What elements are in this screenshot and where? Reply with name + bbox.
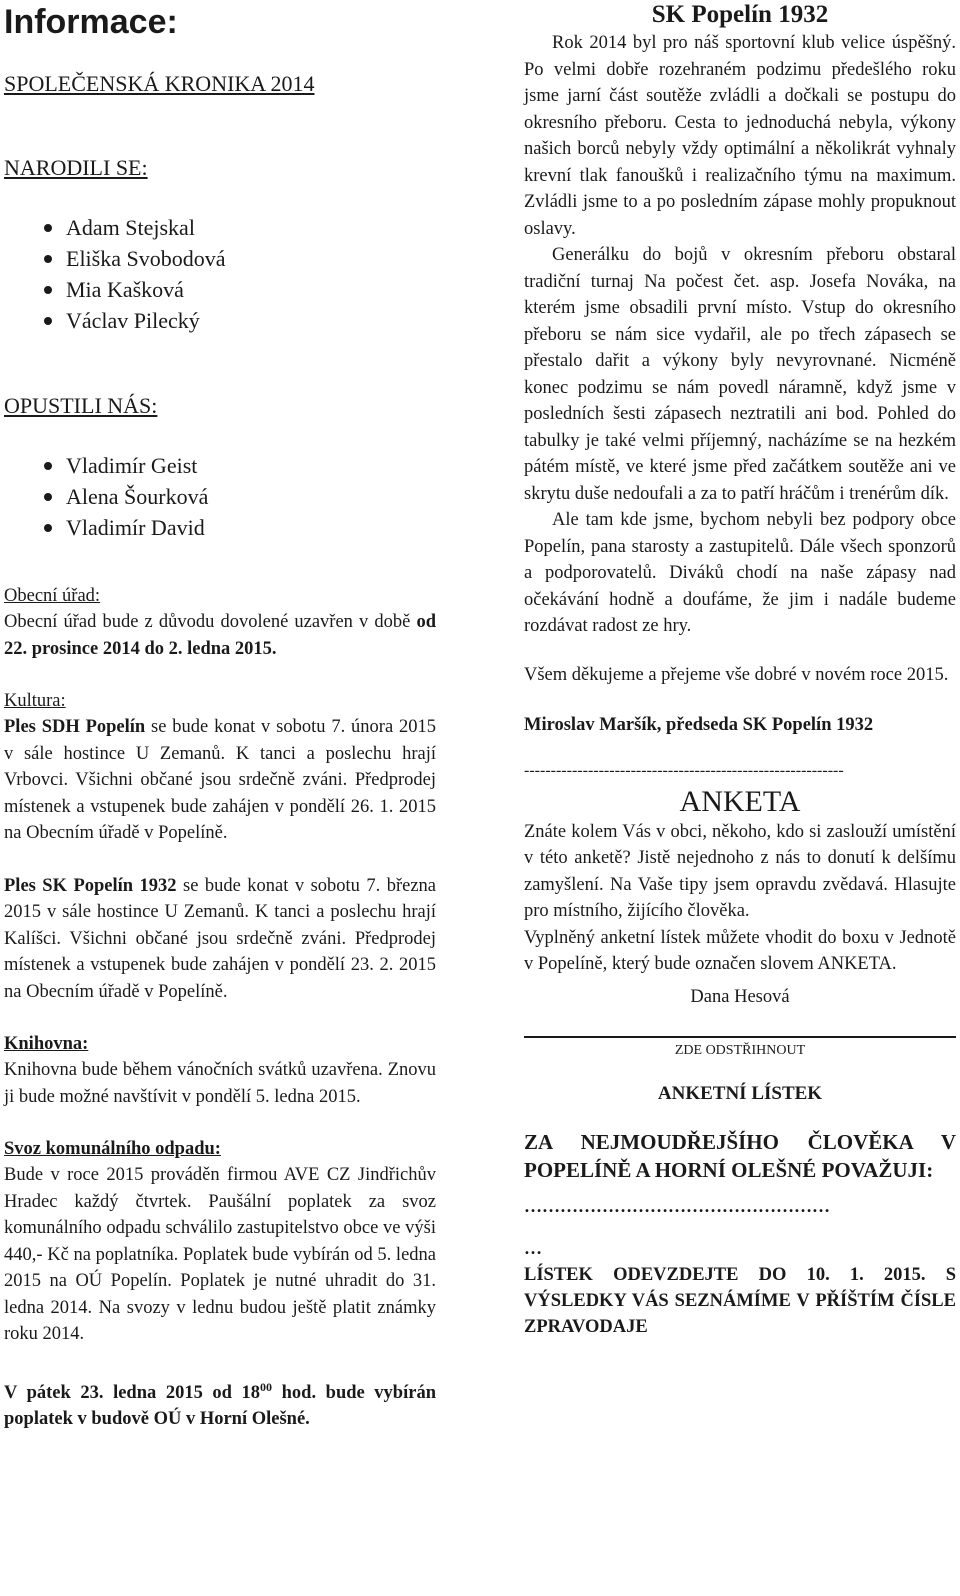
listek-question: ZA NEJMOUDŘEJŠÍHO ČLOVĚKA V POPELÍNĚ A HORNÍ OLEŠNÉ POVAŽUJI:	[524, 1129, 956, 1182]
sk-paragraph-1: Rok 2014 byl pro náš sportovní klub velice úspěšný. Po velmi dobře rozehraném podzimu předešlého roku jsme jarní část soutěže zvládli a dočkali se postupu do okresního přeboru. Cesta to jednoduchá nebyla, výkony našich borců nebyly vždy optimální a několikrát vyhnaly krevní tlak fanoušků i realizačního týmu na maximum. Zvládli jsme to a po posledním zápase mohly propuknout oslavy.	[524, 33, 956, 239]
anketa-paragraph-2: Vyplněný anketní lístek můžete vhodit do boxu v Jednotě v Popelíně, který bude označen slovem ANKETA.	[524, 927, 956, 974]
answer-dots-line-2: …	[524, 1237, 542, 1258]
list-item: Adam Stejskal	[44, 212, 436, 243]
ples-sdh-title: Ples SDH Popelín	[4, 717, 146, 737]
knihovna-text: Knihovna bude během vánočních svátků uzavřena. Znovu ji bude možné navštívit v pondělí 5. ledna 2015.	[4, 1060, 436, 1107]
ples-sk-title: Ples SK Popelín 1932	[4, 875, 177, 896]
anketa-heading: ANKETA	[679, 784, 801, 818]
listek-heading: ANKETNÍ LÍSTEK	[657, 1082, 823, 1104]
sk-heading: SK Popelín 1932	[651, 1, 829, 28]
cut-label: ZDE ODSTŘIHNOUT	[674, 1042, 806, 1058]
list-item: Alena Šourková	[44, 481, 436, 512]
listek-footer: LÍSTEK ODEVZDEJTE DO 10. 1. 2015. S VÝSLEDKY VÁS SEZNÁMÍME V PŘÍŠTÍM ČÍSLE ZPRAVODAJE	[524, 1264, 956, 1337]
urad-text	[4, 609, 436, 662]
opustili-list	[4, 450, 436, 543]
page-title: Informace:	[4, 3, 178, 41]
separator-dashes: ------------------------------------------------------------	[524, 761, 844, 779]
kultura-heading: Kultura:	[4, 691, 66, 711]
list-item: Vladimír David	[44, 512, 436, 543]
sk-signature: Miroslav Maršík, předseda SK Popelín 1932	[524, 715, 874, 735]
urad-dates: od 22. prosince 2014 do 2. ledna 2015.	[4, 612, 436, 659]
list-item: Václav Pilecký	[44, 305, 436, 336]
odpad-text: Bude v roce 2015 prováděn firmou AVE CZ Jindřichův Hradec každý čtvrtek. Paušální poplatek za svoz komunálního odpadu schválilo zastupitelstvo obce ve výši 440,- Kč na poplatníka. Poplatek bude vybírán od 5. ledna 2015 na OÚ Popelín. Poplatek je nutné uhradit do 31. ledna 2014. Na svozy v lednu budou ještě platit známky roku 2014.	[4, 1165, 436, 1344]
sk-paragraph-4: Všem děkujeme a přejeme vše dobré v novém roce 2015.	[524, 664, 949, 685]
list-item: Eliška Svobodová	[44, 243, 436, 274]
anketa-paragraph-1: Znáte kolem Vás v obci, někoho, kdo si zaslouží umístění v této anketě? Jistě nejednoho z nás to donutí k delšímu zamyšlení. Na Vaše tipy jsem opravdu zvědavá. Hlasujte pro místního, žijícího člověka.	[524, 821, 956, 921]
urad-text-plain: Obecní úřad bude z důvodu dovolené uzavřen v době	[4, 612, 417, 632]
list-item: Vladimír Geist	[44, 450, 436, 481]
right-column	[524, 0, 956, 1340]
kultura-ples-sdh	[4, 714, 436, 847]
list-item: Mia Kašková	[44, 274, 436, 305]
patek-text-2: hod. bude vybírán poplatek v budově OÚ v Horní Olešné.	[4, 1382, 436, 1430]
odpad-heading: Svoz komunálního odpadu:	[4, 1139, 221, 1159]
anketa-signature: Dana Hesová	[690, 986, 790, 1007]
kronika-heading: SPOLEČENSKÁ KRONIKA 2014	[4, 71, 315, 96]
answer-dots-line-1: ……………………………………………	[524, 1195, 830, 1216]
left-column	[4, 0, 436, 1433]
patek-notice	[4, 1374, 436, 1433]
knihovna-heading: Knihovna:	[4, 1034, 89, 1054]
urad-heading: Obecní úřad:	[4, 586, 101, 606]
kultura-ples-sk	[4, 873, 436, 1006]
patek-hour-sup: 00	[260, 1379, 273, 1394]
cut-line	[524, 1036, 956, 1038]
opustili-heading: OPUSTILI NÁS:	[4, 393, 158, 418]
ples-sdh-text: se bude konat v sobotu 7. února 2015 v sále hostince U Zemanů. K tanci a poslechu hrají Vrbovci. Všichni občané jsou srdečně zváni. Předprodej místenek a vstupenek bude zahájen v pondělí 26. 1. 2015 na Obecním úřadě v Popelíně.	[4, 717, 436, 843]
narodili-list	[4, 212, 436, 336]
sk-paragraph-3: Ale tam kde jsme, bychom nebyli bez podpory obce Popelín, pana starosty a zastupitelů. Dále všech sponzorů a podporovatelů. Diváků chodí na naše zápasy nad očekávání hodně a doufáme, že jim i nadále budeme rozdávat radost ze hry.	[524, 510, 956, 636]
narodili-heading: NARODILI SE:	[4, 155, 148, 180]
ples-sk-text: se bude konat v sobotu 7. března 2015 v sále hostince U Zemanů. K tanci a poslechu hrají Kalíšci. Všichni občané jsou srdečně zváni. Předprodej místenek a vstupenek bude zahájen v pondělí 23. 2. 2015 na Obecním úřadě v Popelíně.	[4, 875, 437, 1002]
sk-paragraph-2: Generálku do bojů v okresním přeboru obstaral tradiční turnaj Na počest čet. asp. Josefa Nováka, na kterém jsme obsadili první místo. Vstup do okresního přeboru se nám sice vydařil, ale po třech zápasech se přestalo dařit a výkony byly nevyrovnané. Nicméně konec podzimu se nám povedl náramně, když jsme v posledních šesti zápasech neztratili ani bod. Pohled do tabulky je také velmi příjemný, nacházíme se na hezkém pátém místě, ve které jsme před začátkem soutěže ani ve skrytu duše nedoufali a za to patří hráčům i trenérům dík.	[524, 245, 956, 504]
patek-text-1: V pátek 23. ledna 2015 od 18	[4, 1382, 261, 1403]
